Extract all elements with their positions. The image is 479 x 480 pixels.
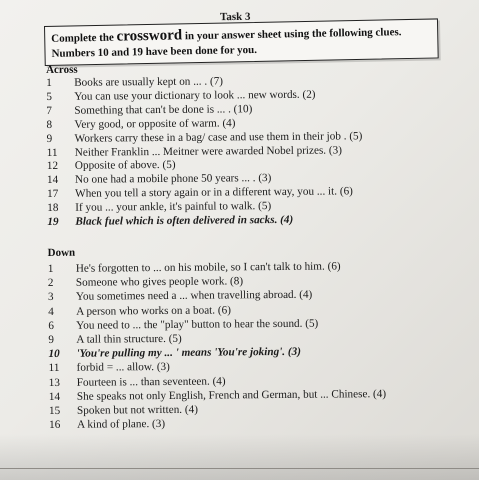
clue-number: 11 xyxy=(48,362,60,375)
clue-number: 19 xyxy=(47,215,59,228)
clue-text: A person who works on a boat. (6) xyxy=(76,303,231,318)
clue-text: Black fuel which is often delivered in sacks. (4) xyxy=(75,213,294,228)
clue-text: Fourteen is ... than seventeen. (4) xyxy=(76,375,226,389)
clue-text: No one had a mobile phone 50 years ... . (3) xyxy=(74,172,272,187)
clue-text: A tall thin structure. (5) xyxy=(76,332,182,346)
clue-text: Opposite of above. (5) xyxy=(74,159,176,173)
clue-number: 14 xyxy=(48,390,61,403)
instructions-line-2: Numbers 10 and 19 have been done for you. xyxy=(51,43,258,60)
clue-text: forbid = ... allow. (3) xyxy=(76,361,170,375)
clue-number: 4 xyxy=(48,305,54,318)
clue-text: Neither Franklin ... Meitner were awarded Nobel prizes. (3) xyxy=(74,143,342,159)
clue-number: 5 xyxy=(46,90,52,103)
instructions-text-c: in your answer sheet using the following clues. xyxy=(182,26,402,43)
clue-number: 11 xyxy=(46,146,58,159)
clue-number: 8 xyxy=(46,118,53,131)
clue-text: He's forgotten to ... on his mobile, so I can't talk to him. (6) xyxy=(75,260,341,275)
instructions-keyword: crossword xyxy=(116,27,183,45)
instructions-box xyxy=(44,18,439,66)
clue-text: Very good, or opposite of warm. (4) xyxy=(74,117,236,131)
clue-number: 12 xyxy=(46,160,59,173)
clue-text: Something that can't be done is ... . (10) xyxy=(74,102,253,117)
clue-number: 18 xyxy=(47,201,59,215)
clue-text: Spoken but not written. (4) xyxy=(76,403,198,417)
page-edge xyxy=(0,468,479,469)
task-title: Task 3 xyxy=(219,10,251,24)
clue-number: 15 xyxy=(48,404,61,417)
clue-number: 7 xyxy=(46,104,53,117)
clue-number: 9 xyxy=(46,132,53,145)
clue-text: Workers carry these in a bag/ case and use them in their job . (5) xyxy=(74,129,363,145)
clue-text: If you ... your ankle, it's painful to walk. (5) xyxy=(75,200,272,214)
clue-number: 14 xyxy=(46,174,59,187)
clue-text: You need to ... the "play" button to hear the sound. (5) xyxy=(76,317,319,332)
instructions-text-a: Complete the xyxy=(51,31,117,45)
clue-text: When you tell a story again or in a different way, you ... it. (6) xyxy=(75,185,353,200)
clue-number: 10 xyxy=(48,348,60,361)
clue-number: 3 xyxy=(47,291,54,304)
clue-number: 1 xyxy=(47,262,54,275)
clue-number: 6 xyxy=(48,319,54,332)
across-heading: Across xyxy=(46,63,78,76)
clue-number: 2 xyxy=(47,277,54,290)
clue-number: 13 xyxy=(48,376,61,389)
clue-text: A kind of plane. (3) xyxy=(77,418,166,431)
down-heading: Down xyxy=(47,246,76,259)
clue-text: 'You're pulling my ... ' means 'You're joking'. (3) xyxy=(76,345,301,360)
clue-number: 17 xyxy=(47,188,59,201)
page-shadow xyxy=(0,434,479,480)
clue-number: 9 xyxy=(48,333,55,346)
clue-text: Someone who gives people work. (8) xyxy=(75,275,244,289)
clue-text: She speaks not only English, French and German, but ... Chinese. (4) xyxy=(76,387,387,403)
clue-text: You can use your dictionary to look ... new words. (2) xyxy=(74,88,316,103)
instructions-line-1 xyxy=(51,23,402,47)
clue-number: 1 xyxy=(46,76,52,89)
clue-text: Books are usually kept on ... . (7) xyxy=(74,75,224,89)
clue-number: 16 xyxy=(49,419,61,432)
clue-text: You sometimes need a ... when travelling abroad. (4) xyxy=(75,289,313,304)
